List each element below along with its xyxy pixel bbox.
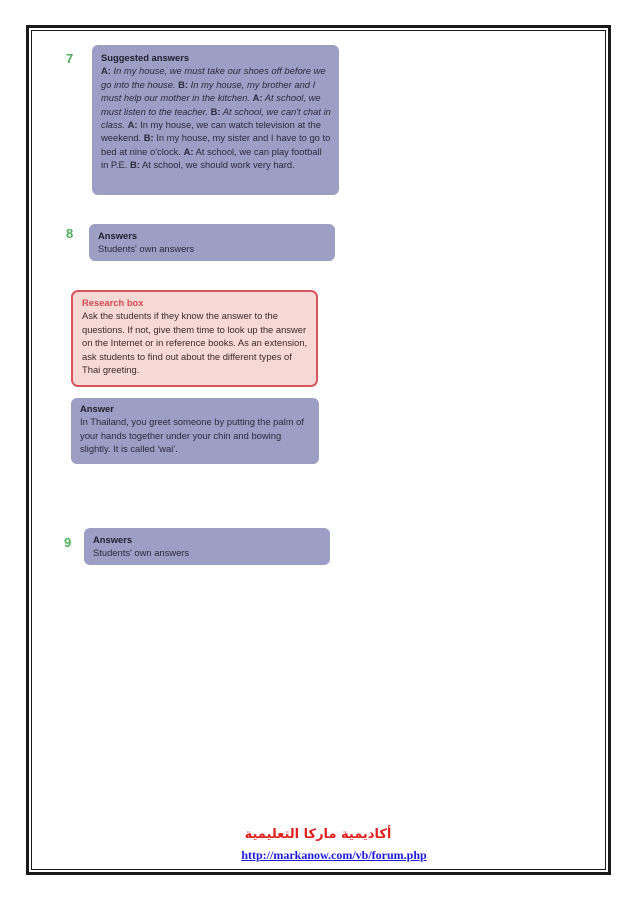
item-number-8: 8 <box>66 226 74 241</box>
suggested-answer-segment: In my house, we must take our shoes off before we go into the house. <box>101 65 326 90</box>
suggested-answer-segment: A: <box>183 145 194 157</box>
answers-heading-8: Answers <box>98 230 138 241</box>
answer-text: In Thailand, you greet someone by putting the palm of your hands together under your chin and bowing slightly. It is called 'wai'. <box>80 416 304 455</box>
suggested-answers-text <box>101 64 331 171</box>
answers-text-8: Students' own answers <box>98 243 195 255</box>
answers-box-8 <box>89 224 335 261</box>
footer-forum-link[interactable]: http://markanow.com/vb/forum.php <box>241 848 427 862</box>
answer-heading: Answer <box>80 403 114 414</box>
footer-academy-name: أكاديمية ماركا التعليمية <box>244 827 392 842</box>
suggested-answer-segment: At school, we can't chat in class. <box>101 105 331 131</box>
suggested-answer-segment: At school, we can play football in P.E. <box>101 145 322 171</box>
research-box-text: Ask the students if they know the answer to the questions. If not, give them time to look up the answer on the Internet or in reference books. As an extension, ask students to find out about the different types of Thai greeting. <box>82 310 308 376</box>
suggested-answers-heading: Suggested answers <box>101 52 190 63</box>
answers-text-9: Students' own answers <box>93 547 190 559</box>
item-number-7: 7 <box>66 51 74 66</box>
research-box-heading: Research box <box>82 297 144 308</box>
suggested-answer-segment: A: <box>101 65 111 77</box>
research-box <box>71 290 318 387</box>
suggested-answer-segment: B: <box>130 159 140 171</box>
answer-box <box>71 398 319 464</box>
suggested-answer-segment: At school, we must listen to the teacher. <box>101 92 321 117</box>
item-number-9: 9 <box>64 535 72 550</box>
suggested-answers-box <box>92 45 339 195</box>
suggested-answer-segment: In my house, my brother and I must help our mother in the kitchen. <box>101 78 316 104</box>
suggested-answer-segment: B: <box>178 78 189 90</box>
suggested-answer-segment: In my house, we can watch television at the weekend. <box>101 119 321 144</box>
suggested-answer-segment: A: <box>127 119 138 131</box>
answers-box-9 <box>84 528 330 565</box>
suggested-answer-segment: A: <box>252 92 263 104</box>
suggested-answer-segment: B: <box>143 132 154 144</box>
suggested-answer-segment: At school, we should work very hard. <box>139 159 295 171</box>
suggested-answer-segment: B: <box>210 105 221 117</box>
answers-heading-9: Answers <box>93 534 133 545</box>
suggested-answer-segment: In my house, my sister and I have to go to bed at nine o'clock. <box>101 132 331 157</box>
